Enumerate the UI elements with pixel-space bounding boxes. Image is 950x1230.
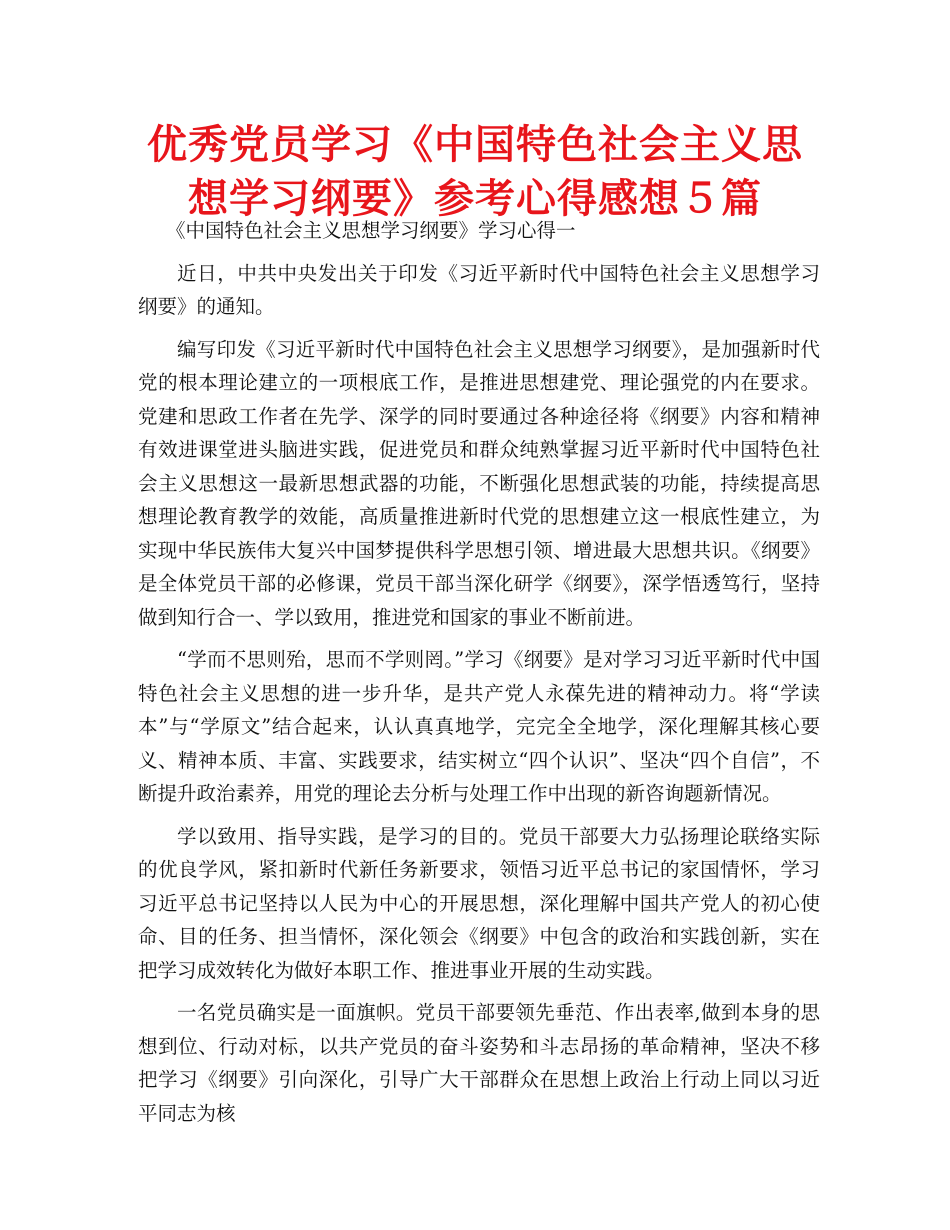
paragraph-1: 近日，中共中央发出关于印发《习近平新时代中国特色社会主义思想学习纲要》的通知。 <box>138 261 820 318</box>
paragraph-2: 编写印发《习近平新时代中国特色社会主义思想学习纲要》，是加强新时代党的根本理论建立的一项根底工作，是推进思想建党、理论强党的内在要求。党建和思政工作者在先学、深学的同时要通过各种途径将《纲要》内容和精神有效进课堂进头脑进实践，促进党员和群众纯熟掌握习近平新时代中国特色社会主义思想这一最新思想武器的功能，不断强化思想武装的功能，持续提高思想理论教育教学的效能，高质量推进新时代党的思想建立这一根底性建立，为实现中华民族伟大复兴中国梦提供科学思想引领、增进最大思想共识。《纲要》是全体党员干部的必修课，党员干部当深化研学《纲要》，深学悟透笃行，坚持做到知行合一、学以致用，推进党和国家的事业不断前进。 <box>138 337 820 629</box>
section-subtitle: 《中国特色社会主义思想学习纲要》学习心得一 <box>166 219 576 242</box>
paragraph-5: 一名党员确实是一面旗帜。党员干部要领先垂范、作出表率,做到本身的思想到位、行动对标，以共产党员的奋斗姿势和斗志昂扬的革命精神，坚决不移把学习《纲要》引向深化，引导广大干部群众在思想上政治上行动上同以习近平同志为核 <box>138 1001 820 1125</box>
document-title: 优秀党员学习《中国特色社会主义思想学习纲要》参考心得感想５篇 <box>147 122 803 222</box>
document-body <box>138 214 820 1139</box>
paragraph-3: “学而不思则殆，思而不学则罔。”学习《纲要》是对学习习近平新时代中国特色社会主义思想的进一步升华，是共产党人永葆先进的精神动力。将“学读本”与“学原文”结合起来，认认真真地学，完完全全地学，深化理解其核心要义、精神本质、丰富、实践要求，结实树立“四个认识”、坚决“四个自信”，不断提升政治素养，用党的理论去分析与处理工作中出现的新咨询题新情况。 <box>138 648 820 805</box>
paragraph-4: 学以致用、指导实践，是学习的目的。党员干部要大力弘扬理论联络实际的优良学风，紧扣新时代新任务新要求，领悟习近平总书记的家国情怀，学习习近平总书记坚持以人民为中心的开展思想，深化理解中国共产党人的初心使命、目的任务、担当情怀，深化领会《纲要》中包含的政治和实践创新，实在把学习成效转化为做好本职工作、推进事业开展的生动实践。 <box>138 824 820 982</box>
